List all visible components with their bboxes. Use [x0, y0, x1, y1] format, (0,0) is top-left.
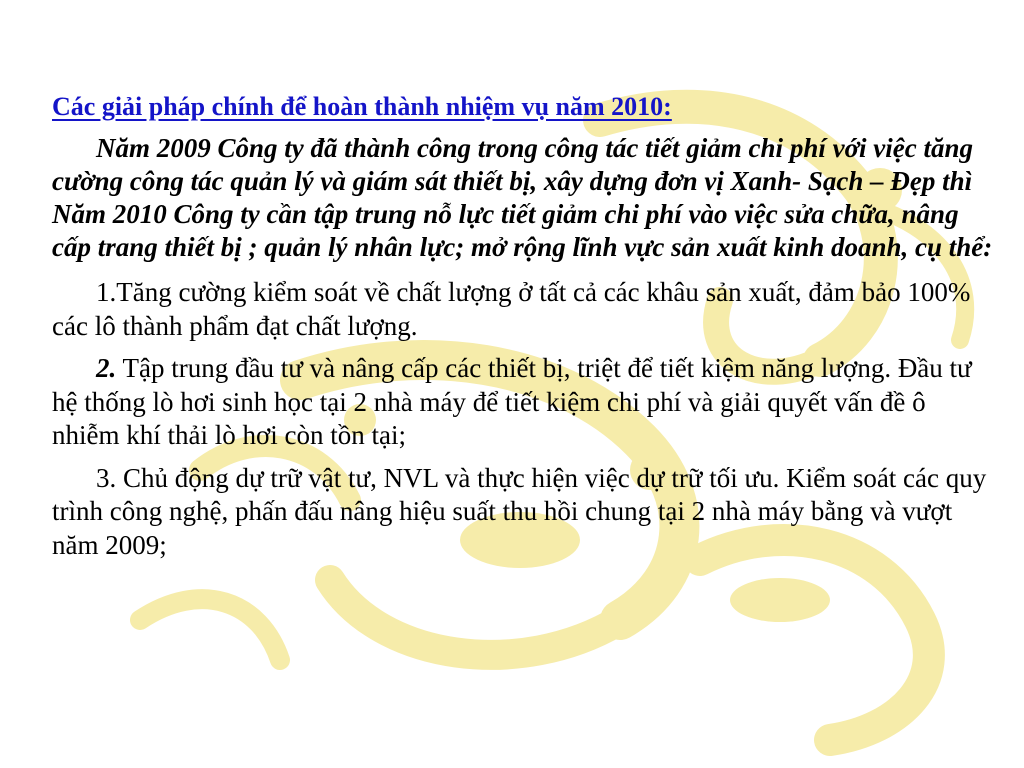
slide-content [52, 90, 997, 571]
item-number: 3. [96, 462, 117, 493]
slide-heading: Các giải pháp chính để hoàn thành nhiệm vụ năm 2010: [52, 92, 672, 121]
list-item [52, 352, 997, 453]
item-number: 1. [96, 277, 117, 307]
item-number: 2. [96, 353, 117, 383]
intro-paragraph: Năm 2009 Công ty đã thành công trong công tác tiết giảm chi phí với việc tăng cường công tác quản lý và giám sát thiết bị, xây dựng đơn vị Xanh- Sạch – Đẹp thì Năm 2010 Công ty cần tập trung nỗ lực tiết giảm chi phí vào việc sửa chữa, nâng cấp trang thiết bị ; quản lý nhân lực; mở rộng lĩnh vực sản xuất kinh doanh, cụ thể: [52, 133, 993, 262]
list-item [52, 462, 997, 563]
item-text: Tăng cường kiểm soát về chất lượng ở tất cả các khâu sản xuất, đảm bảo 100% các lô thành phẩm đạt chất lượng. [52, 277, 971, 341]
item-text: Chủ động dự trữ vật tư, NVL và thực hiện việc dự trữ tối ưu. Kiểm soát các quy trình công nghệ, phấn đấu nâng hiệu suất thu hồi chung tại 2 nhà máy bằng và vượt năm 2009; [52, 462, 987, 560]
list-item [52, 276, 997, 343]
item-text: Tập trung đầu tư và nâng cấp các thiết bị, triệt để tiết kiệm năng lượng. Đầu tư hệ thống lò hơi sinh học tại 2 nhà máy để tiết kiệm chi phí và giải quyết vấn đề ô nhiễm khí thải lò hơi còn tồn tại; [52, 353, 972, 450]
